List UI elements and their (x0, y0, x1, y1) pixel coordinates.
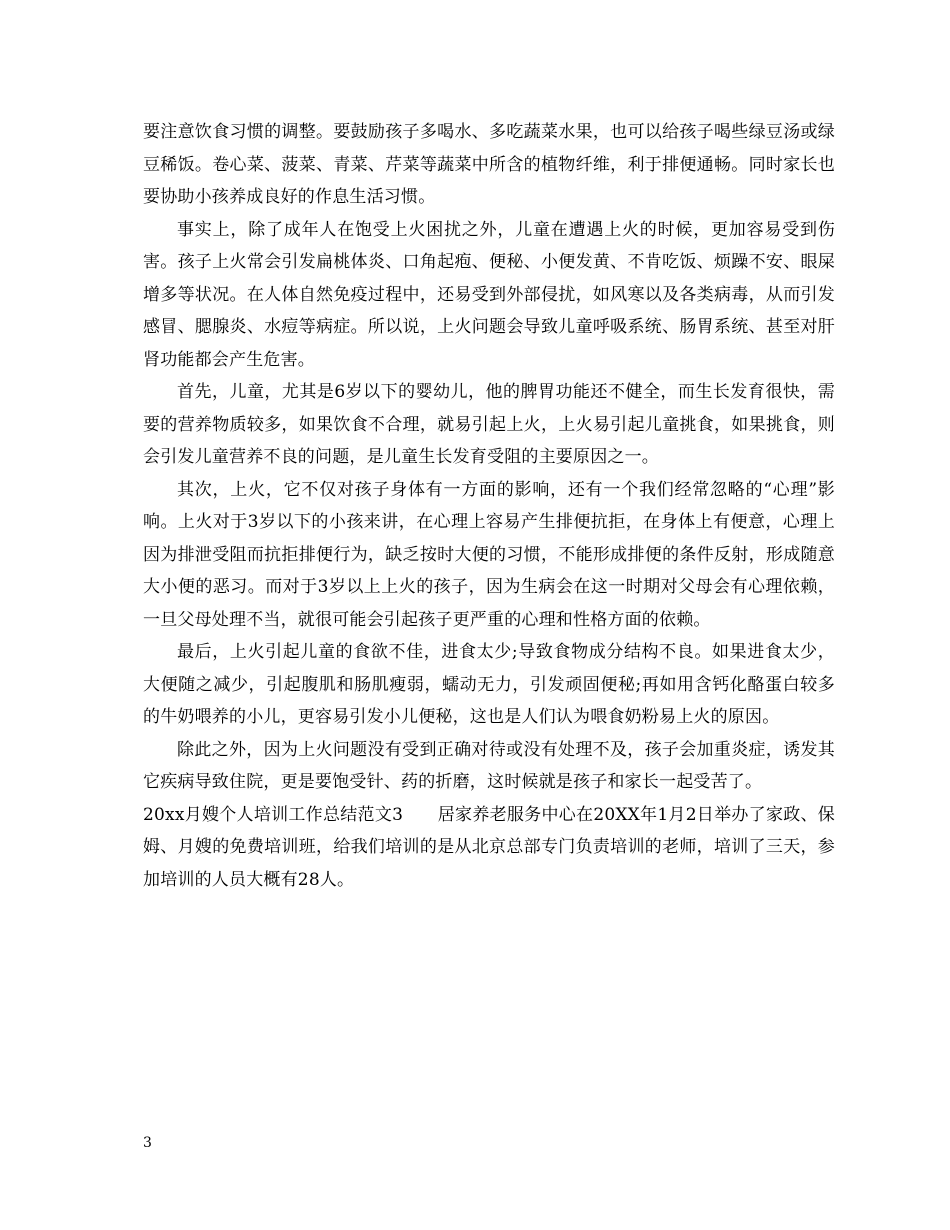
paragraph-children-harm: 事实上，除了成年人在饱受上火困扰之外，儿童在遭遇上火的时候，更加容易受到伤害。孩子上火常会引发扁桃体炎、口角起疱、便秘、小便发黄、不肯吃饭、烦躁不安、眼屎增多等状况。在人体自然免疫过程中，还易受到外部侵扰，如风寒以及各类病毒，从而引发感冒、腮腺炎、水痘等病症。所以说，上火问题会导致儿童呼吸系统、肠胃系统、甚至对肝肾功能都会产生危害。 (143, 219, 835, 370)
paragraph-diet-habits: 要注意饮食习惯的调整。要鼓励孩子多喝水、多吃蔬菜水果，也可以给孩子喝些绿豆汤或绿豆稀饭。卷心菜、菠菜、青菜、芹菜等蔬菜中所含的植物纤维，利于排便通畅。同时家长也要协助小孩养成良好的作息生活习惯。 (143, 122, 835, 207)
document-body (143, 116, 835, 896)
paragraph-besides: 除此之外，因为上火问题没有受到正确对待或没有处理不及，孩子会加重炎症，诱发其它疾病导致住院，更是要饱受针、药的折磨，这时候就是孩子和家长一起受苦了。 (143, 739, 835, 792)
page-number: 3 (143, 1135, 152, 1151)
paragraph-training-summary: 20xx月嫂个人培训工作总结范文3 居家养老服务中心在20XX年1月2日举办了家政、保姆、月嫂的免费培训班，给我们培训的是从北京总部专门负责培训的老师，培训了三天，参加培训的人员大概有28人。 (143, 804, 835, 890)
paragraph-first-point: 首先，儿童，尤其是6岁以下的婴幼儿，他的脾胃功能还不健全，而生长发育很快，需要的营养物质较多，如果饮食不合理，就易引起上火，上火易引起儿童挑食，如果挑食，则会引发儿童营养不良的问题，是儿童生长发育受阻的主要原因之一。 (143, 382, 835, 467)
paragraph-last-point: 最后，上火引起儿童的食欲不佳，进食太少;导致食物成分结构不良。如果进食太少，大便随之减少，引起腹肌和肠肌瘦弱，蠕动无力，引发顽固便秘;再如用含钙化酪蛋白较多的牛奶喂养的小儿，更容易引发小儿便秘，这也是人们认为喂食奶粉易上火的原因。 (143, 642, 835, 727)
paragraph-second-point: 其次，上火，它不仅对孩子身体有一方面的影响，还有一个我们经常忽略的“心理”影响。上火对于3岁以下的小孩来讲，在心理上容易产生排便抗拒，在身体上有便意，心理上因为排泄受阻而抗拒排便行为，缺乏按时大便的习惯，不能形成排便的条件反射，形成随意大小便的恶习。而对于3岁以上上火的孩子，因为生病会在这一时期对父母会有心理依赖，一旦父母处理不当，就很可能会引起孩子更严重的心理和性格方面的依赖。 (143, 479, 835, 630)
